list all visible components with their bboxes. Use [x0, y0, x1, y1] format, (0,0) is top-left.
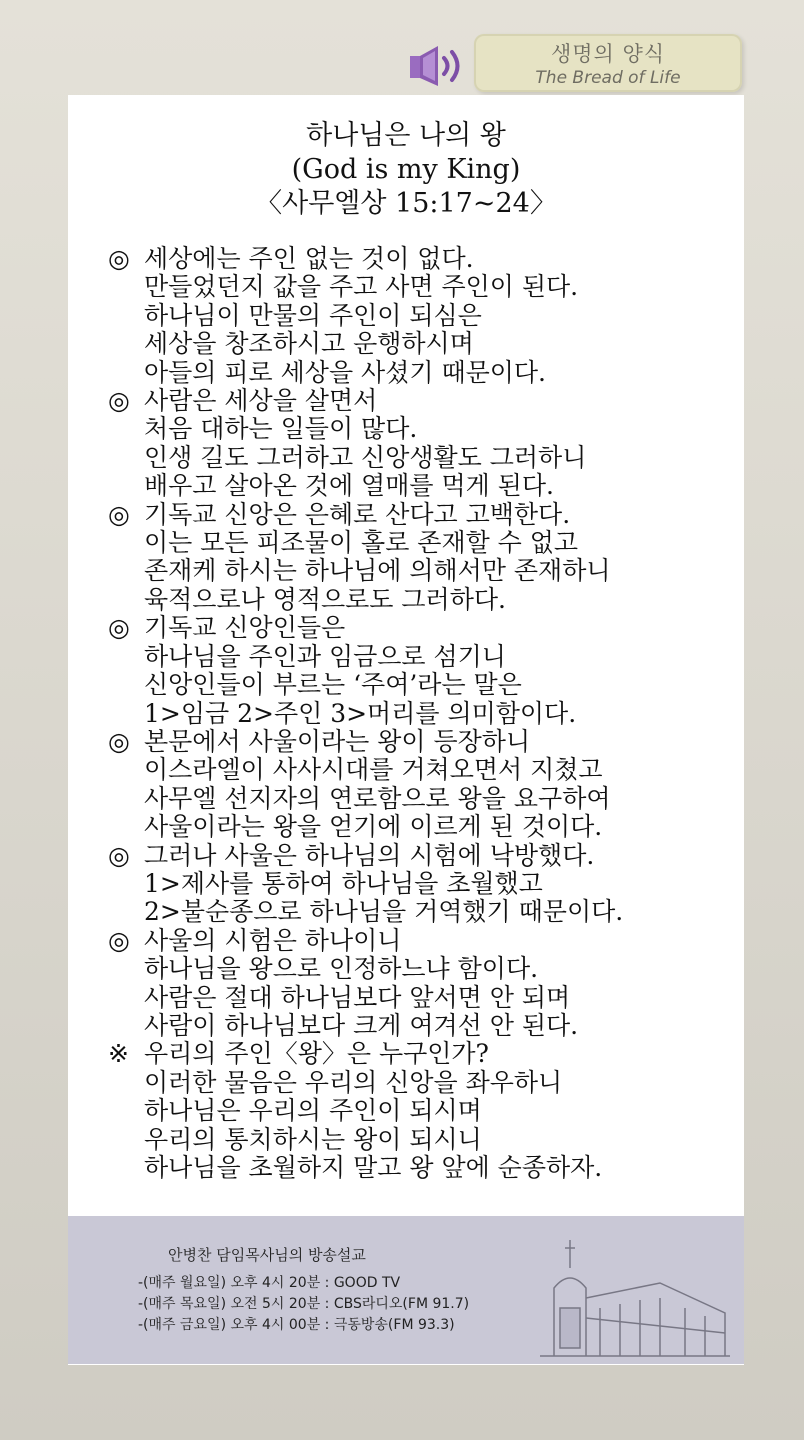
- sermon-line: 아들의 피로 세상을 사셨기 때문이다.: [144, 357, 546, 387]
- sermon-line: 하나님이 만물의 주인이 되심은: [144, 300, 482, 330]
- sermon-line: 하나님을 왕으로 인정하느냐 함이다.: [144, 954, 539, 984]
- paragraph-bullet: ◎: [108, 244, 130, 273]
- sermon-line: 우리의 주인〈왕〉은 누구인가?: [144, 1039, 489, 1069]
- paragraph-bullet: ◎: [108, 840, 130, 870]
- sermon-line: 기독교 신앙인들은: [144, 613, 346, 643]
- broadcast-footer: [68, 1216, 744, 1364]
- paragraph-bullet: ◎: [108, 925, 130, 955]
- sermon-paragraph: [108, 728, 728, 842]
- paragraph-bullet: ◎: [108, 613, 130, 643]
- sermon-line: 우리의 통치하시는 왕이 되시니: [144, 1124, 482, 1154]
- sermon-line: 이스라엘이 사사시대를 거쳐오면서 지쳤고: [144, 755, 603, 785]
- sermon-header: [68, 119, 744, 221]
- broadcast-schedule-line: -(매주 금요일) 오후 4시 00분 : 극동방송(FM 93.3): [138, 1317, 455, 1333]
- sermon-line: 사울이라는 왕을 얻기에 이르게 된 것이다.: [144, 812, 603, 842]
- brand-title-en: The Bread of Life: [535, 68, 681, 88]
- sermon-paragraph: [108, 501, 728, 615]
- sermon-line: 사람이 하나님보다 크게 여겨선 안 된다.: [144, 1010, 579, 1040]
- brand-badge: [474, 34, 742, 92]
- sermon-body: [108, 245, 728, 1182]
- speaker-icon[interactable]: [408, 44, 468, 88]
- sermon-line: 사울의 시험은 하나이니: [144, 925, 402, 955]
- sermon-line: 만들었던지 값을 주고 사면 주인이 된다.: [144, 272, 579, 302]
- sermon-line: 육적으로나 영적으로도 그러하다.: [144, 584, 506, 614]
- sermon-title: 하나님은 나의 왕: [306, 120, 506, 151]
- sermon-line: 존재케 하시는 하나님에 의해서만 존재하니: [144, 556, 611, 586]
- sermon-card: [68, 95, 744, 1365]
- paragraph-bullet: ◎: [108, 726, 130, 756]
- sermon-paragraph: [108, 614, 728, 728]
- sermon-line: 기독교 신앙은 은혜로 산다고 고백한다.: [144, 499, 571, 529]
- sermon-line: 1>제사를 통하여 하나님을 초월했고: [144, 868, 543, 898]
- sermon-line: 본문에서 사울이라는 왕이 등장하니: [144, 726, 531, 756]
- sermon-line: 신앙인들이 부르는 ‘주여’라는 말은: [144, 670, 522, 700]
- sermon-line: 배우고 살아온 것에 열매를 먹게 된다.: [144, 471, 554, 501]
- sermon-line: 세상에는 주인 없는 것이 없다.: [144, 244, 474, 273]
- sermon-paragraph: [108, 842, 728, 927]
- sermon-line: 인생 길도 그러하고 신앙생활도 그러하니: [144, 442, 587, 472]
- sermon-line: 처음 대하는 일들이 많다.: [144, 414, 418, 444]
- sermon-line: 그러나 사울은 하나님의 시험에 낙방했다.: [144, 840, 595, 870]
- sermon-line: 1>임금 2>주인 3>머리를 의미함이다.: [144, 698, 577, 728]
- sermon-line: 하나님은 우리의 주인이 되시며: [144, 1096, 482, 1126]
- sermon-line: 이는 모든 피조물이 홀로 존재할 수 없고: [144, 528, 579, 558]
- sermon-reference: 〈사무엘상 15:17~24〉: [255, 188, 557, 219]
- broadcast-schedule-line: -(매주 월요일) 오후 4시 20분 : GOOD TV: [138, 1275, 401, 1291]
- sermon-line: 세상을 창조하시고 운행하시며: [144, 329, 474, 359]
- sermon-line: 사무엘 선지자의 연로함으로 왕을 요구하여: [144, 783, 611, 813]
- paragraph-bullet: ※: [108, 1039, 129, 1069]
- sermon-line: 2>불순종으로 하나님을 거역했기 때문이다.: [144, 897, 624, 927]
- church-building-icon: [540, 1238, 730, 1358]
- sermon-line: 하나님을 주인과 임금으로 섬기니: [144, 641, 506, 671]
- sermon-line: 이러한 물음은 우리의 신앙을 좌우하니: [144, 1067, 563, 1097]
- sermon-line: 하나님을 초월하지 말고 왕 앞에 순종하자.: [144, 1153, 603, 1182]
- sermon-paragraph: [108, 387, 728, 501]
- sermon-paragraph: [108, 1040, 728, 1182]
- paragraph-bullet: ◎: [108, 499, 130, 529]
- sermon-line: 사람은 세상을 살면서: [144, 386, 378, 416]
- sermon-subtitle: (God is my King): [291, 154, 521, 185]
- broadcast-heading: 안병찬 담임목사님의 방송설교: [168, 1246, 366, 1264]
- paragraph-bullet: ◎: [108, 386, 130, 416]
- sermon-line: 사람은 절대 하나님보다 앞서면 안 되며: [144, 982, 571, 1012]
- broadcast-schedule-line: -(매주 목요일) 오전 5시 20분 : CBS라디오(FM 91.7): [138, 1296, 470, 1312]
- sermon-paragraph: [108, 245, 728, 387]
- brand-title-ko: 생명의 양식: [550, 42, 666, 66]
- sermon-paragraph: [108, 927, 728, 1041]
